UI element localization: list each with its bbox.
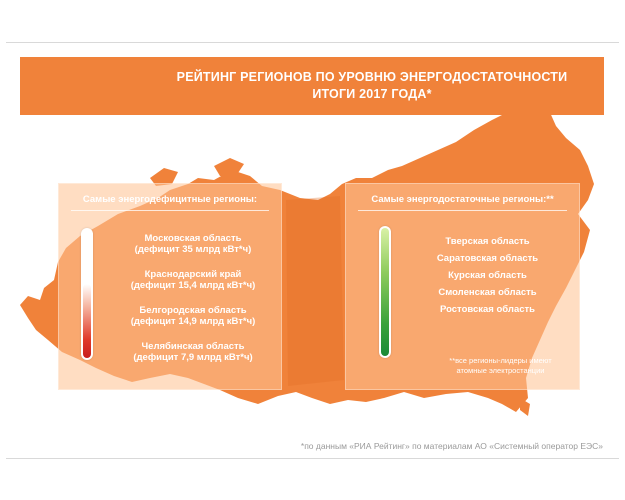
red-thermometer-icon: [81, 228, 93, 360]
list-item: Саратовская область: [436, 253, 539, 264]
surplus-panel-title: Самые энергодостаточные регионы:**: [371, 194, 554, 205]
list-item: [109, 269, 277, 291]
surplus-regions-panel: [345, 183, 580, 390]
title-banner: [20, 57, 604, 115]
region-deficit: (дефицит 35 млрд кВт*ч): [134, 244, 252, 255]
region-name: Белгородская область: [139, 305, 247, 316]
region-name: Челябинская область: [141, 341, 245, 352]
region-deficit: (дефицит 7,9 млрд кВт*ч): [133, 352, 253, 363]
deficit-region-list: [109, 233, 277, 377]
divider: [71, 210, 269, 211]
deficit-panel-title: Самые энергодефицитные регионы:: [82, 194, 258, 205]
region-deficit: (дефицит 15,4 млрд кВт*ч): [130, 280, 256, 291]
list-item: Смоленская область: [438, 287, 537, 298]
green-thermometer-icon: [379, 226, 391, 358]
list-item: [109, 233, 277, 255]
region-name: Московская область: [144, 233, 242, 244]
list-item: [109, 305, 277, 327]
source-footnote: *по данным «РИА Рейтинг» по материалам АО «Системный оператор ЕЭС»: [300, 441, 603, 451]
nuclear-footnote: [430, 356, 571, 376]
surplus-region-list: [406, 236, 569, 321]
footnote-line-2: атомные электростанции: [456, 366, 545, 375]
list-item: [109, 341, 277, 363]
region-name: Краснодарский край: [144, 269, 242, 280]
title-line-1: РЕЙТИНГ РЕГИОНОВ ПО УРОВНЮ ЭНЕРГОДОСТАТОЧНОСТИ: [176, 70, 568, 84]
list-item: Курская область: [448, 270, 527, 281]
divider: [358, 210, 567, 211]
list-item: Тверская область: [445, 236, 530, 247]
deficit-regions-panel: [58, 183, 282, 390]
footnote-line-1: **все регионы-лидеры имеют: [449, 356, 552, 365]
list-item: Ростовская область: [439, 304, 536, 315]
title-line-2: ИТОГИ 2017 ГОДА*: [312, 87, 432, 101]
region-deficit: (дефицит 14,9 млрд кВт*ч): [130, 316, 256, 327]
